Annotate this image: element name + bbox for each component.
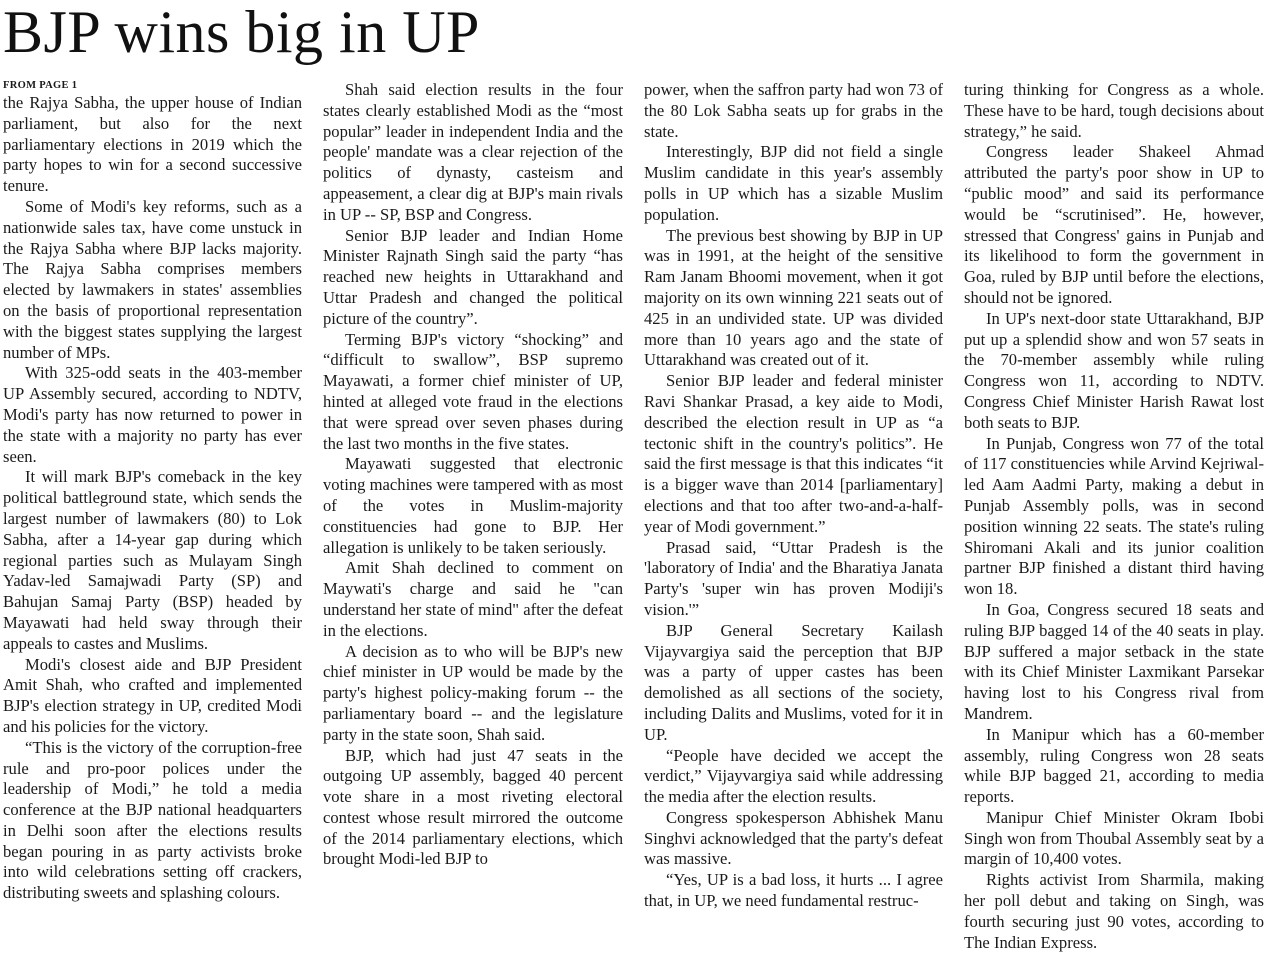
paragraph: In Goa, Congress secured 18 seats and ruling BJP bagged 14 of the 40 seats in play. BJP suffered a major setback in the state with its Chief Minister Laxmikant Parsekar having lost to his Congress rival from Mandrem.	[964, 599, 1264, 723]
paragraph: Congress leader Shakeel Ahmad attributed the party's poor show in UP to “public mood” and said its performance would be “scrutinised”. He, however, stressed that Congress' gains in Punjab and its likelihood to form the government in Goa, ruled by BJP until before the elections, should not be ignored.	[964, 142, 1264, 307]
paragraph: Interestingly, BJP did not field a single Muslim candidate in this year's assembly polls in UP which has a sizable Muslim population.	[644, 142, 943, 224]
paragraph: Amit Shah declined to comment on Maywati's charge and said he "can understand her state of mind" after the defeat in the elections.	[323, 558, 623, 640]
paragraph: A decision as to who will be BJP's new chief minister in UP would be made by the party's highest policy-making forum -- the parliamentary board -- and the legislature party in the state soon, Shah said.	[323, 641, 623, 744]
paragraph: “People have decided we accept the verdict,” Vijayvargiya said while addressing the media after the election results.	[644, 745, 943, 807]
paragraph: Manipur Chief Minister Okram Ibobi Singh won from Thoubal Assembly seat by a margin of 10,400 votes.	[964, 807, 1264, 869]
paragraph: BJP, which had just 47 seats in the outgoing UP assembly, bagged 40 percent vote share in a most riveting electoral contest whose result mirrored the outcome of the 2014 parliamentary elections, which brought Modi-led BJP to	[323, 745, 623, 869]
paragraph: BJP General Secretary Kailash Vijayvargiya said the perception that BJP was a party of upper castes has been demolished as all sections of the society, including Dalits and Muslims, voted for it in UP.	[644, 620, 943, 744]
paragraph: Senior BJP leader and federal minister Ravi Shankar Prasad, a key aide to Modi, described the election result in UP as “a tectonic shift in the country's politics”. He said the first message is that this indicates “it is a bigger wave than 2014 [parliamentary] elections and that too after two-and-a-half-year of Modi government.”	[644, 371, 943, 536]
paragraph: In Punjab, Congress won 77 of the total of 117 constituencies while Arvind Kejriwal-led Aam Aadmi Party, making a debut in Punjab Assembly polls, was in second position winning 22 seats. The state's ruling Shiromani Akali and its junior coalition partner BJP finished a distant third having won 18.	[964, 433, 1264, 599]
paragraph: Congress spokesperson Abhishek Manu Singhvi acknowledged that the party's defeat was massive.	[644, 807, 943, 869]
paragraph: Mayawati suggested that electronic voting machines were tampered with as most of the votes in Muslim-majority constituencies had gone to BJP. Her allegation is unlikely to be taken seriously.	[323, 454, 623, 557]
paragraph: Modi's closest aide and BJP President Amit Shah, who crafted and implemented BJP's election strategy in UP, credited Modi and his policies for the victory.	[3, 654, 302, 736]
paragraph: In Manipur which has a 60-member assembly, ruling Congress won 28 seats while BJP bagged 21, according to media reports.	[964, 724, 1264, 807]
paragraph: “Yes, UP is a bad loss, it hurts ... I agree that, in UP, we need fundamental restruc-	[644, 870, 943, 911]
paragraph: power, when the saffron party had won 73 of the 80 Lok Sabha seats up for grabs in the state.	[644, 80, 943, 141]
paragraph: Prasad said, “Uttar Pradesh is the 'laboratory of India' and the Bharatiya Janata Party's 'super win has proven Modiji's vision.'”	[644, 537, 943, 619]
headline: BJP wins big in UP	[3, 0, 480, 65]
paragraph: In UP's next-door state Uttarakhand, BJP put up a splendid show and won 57 seats in the 70-member assembly while ruling Congress won 11, according to NDTV. Congress Chief Minister Harish Rawat lost both seats to BJP.	[964, 308, 1264, 432]
article-column-2	[323, 80, 623, 870]
article-column-3	[644, 80, 943, 912]
paragraph: turing thinking for Congress as a whole. These have to be hard, tough decisions about strategy,” he said.	[964, 80, 1264, 141]
paragraph: Some of Modi's key reforms, such as a nationwide sales tax, have come unstuck in the Rajya Sabha where BJP lacks majority. The Rajya Sabha comprises members elected by lawmakers in states' assemblies on the basis of proportional representation with the biggest states supplying the largest number of MPs.	[3, 196, 302, 362]
paragraph: Terming BJP's victory “shocking” and “difficult to swallow”, BSP supremo Mayawati, a former chief minister of UP, hinted at alleged vote fraud in the elections that were spread over seven phases during the last two months in the five states.	[323, 329, 623, 453]
paragraph: The previous best showing by BJP in UP was in 1991, at the height of the sensitive Ram Janam Bhoomi movement, when it got majority on its own winning 221 seats out of 425 in an undivided state. UP was divided more than 10 years ago and the state of Uttarakhand was created out of it.	[644, 225, 943, 370]
paragraph: It will mark BJP's comeback in the key political battleground state, which sends the largest number of lawmakers (80) to Lok Sabha, after a 14-year gap during which regional parties such as Mulayam Singh Yadav-led Samajwadi Party (SP) and Bahujan Samaj Party (BSP) headed by Mayawati had held sway through their appeals to castes and Muslims.	[3, 467, 302, 653]
paragraph: Senior BJP leader and Indian Home Minister Rajnath Singh said the party “has reached new heights in Uttarakhand and Uttar Pradesh and changed the political picture of the country”.	[323, 225, 623, 328]
paragraph: the Rajya Sabha, the upper house of Indian parliament, but also for the next parliamentary elections in 2019 which the party hopes to win for a second successive tenure.	[3, 93, 302, 196]
paragraph: “This is the victory of the corruption-free rule and pro-poor polices under the leadership of Modi,” he told a media conference at the BJP national headquarters in Delhi soon after the elections results began pouring in as party activists broke into wild celebrations setting off crackers, distributing sweets and splashing colours.	[3, 737, 302, 903]
paragraph: Rights activist Irom Sharmila, making her poll debut and taking on Singh, was fourth securing just 90 votes, according to The Indian Express.	[964, 870, 1264, 952]
article-column-1	[3, 80, 302, 904]
article-column-4	[964, 80, 1264, 953]
continuation-kicker: FROM PAGE 1	[3, 80, 78, 91]
paragraph: With 325-odd seats in the 403-member UP Assembly secured, according to NDTV, Modi's party has now returned to power in the state with a majority no party has ever seen.	[3, 363, 302, 466]
paragraph: Shah said election results in the four states clearly established Modi as the “most popular” leader in independent India and the people' mandate was a clear rejection of the politics of dynasty, casteism and appeasement, a clear dig at BJP's main rivals in UP -- SP, BSP and Congress.	[323, 80, 623, 224]
